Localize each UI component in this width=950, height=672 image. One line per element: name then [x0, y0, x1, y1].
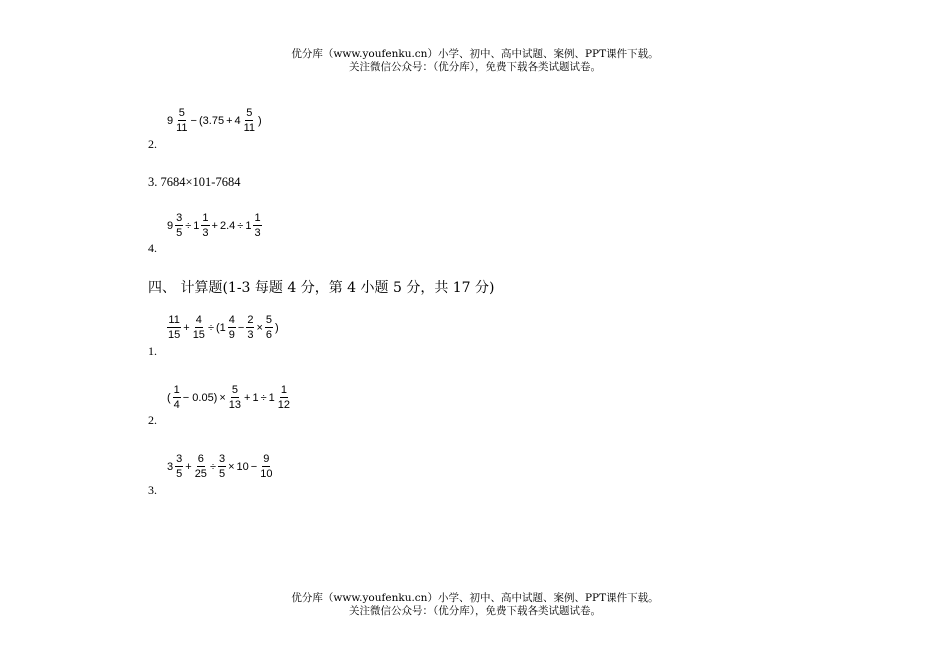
operator: ÷ — [207, 321, 214, 334]
footer-line-1: 优分库（www.youfenku.cn）小学、初中、高中试题、案例、PPT课件下载。 — [291, 592, 659, 604]
fraction — [277, 383, 291, 412]
page-header — [0, 48, 950, 74]
fraction — [175, 211, 183, 240]
fraction — [173, 383, 181, 412]
footer-line-2: 关注微信公众号：（优分库），免费下载各类试题试卷。 — [349, 605, 601, 617]
operand: 2.4 — [219, 219, 236, 232]
operator: ÷ — [185, 219, 192, 232]
whole-number: 9 — [167, 219, 174, 232]
numerator: 5 — [178, 107, 185, 119]
denominator: 6 — [265, 329, 273, 341]
question-number: 1. — [148, 344, 157, 358]
numerator: 2 — [247, 314, 254, 326]
denominator: 12 — [277, 399, 291, 411]
fraction — [243, 106, 256, 135]
denominator: 10 — [260, 468, 273, 480]
fraction — [218, 452, 226, 481]
denominator: 9 — [228, 329, 235, 341]
operand: (1 — [215, 321, 226, 334]
expression-p4-q3 — [166, 452, 274, 481]
fraction — [246, 313, 254, 342]
operator: + — [226, 114, 233, 127]
whole-number: 4 — [234, 114, 241, 127]
expression-p4-q1 — [166, 313, 280, 342]
whole-number: 3 — [167, 460, 174, 473]
fraction — [175, 106, 188, 135]
operator: + — [185, 460, 192, 473]
paren-close: ) — [275, 321, 279, 334]
operator: + — [211, 219, 218, 232]
numerator: 6 — [197, 453, 204, 465]
numerator: 3 — [176, 453, 183, 465]
whole-number: 1 — [193, 219, 200, 232]
operator: + — [244, 391, 251, 404]
denominator: 15 — [192, 329, 205, 341]
fraction — [259, 452, 273, 481]
question-number: 4. — [148, 241, 157, 255]
header-line-1: 优分库（www.youfenku.cn）小学、初中、高中试题、案例、PPT课件下载。 — [291, 48, 659, 60]
operator: ÷ — [237, 219, 244, 232]
numerator: 3 — [176, 212, 183, 224]
numerator: 1 — [254, 212, 261, 224]
denominator: 11 — [176, 122, 188, 134]
paren-close: ) — [258, 114, 262, 127]
operand: 1 — [252, 391, 259, 404]
operator: × — [256, 321, 263, 334]
numerator: 1 — [280, 384, 287, 396]
denominator: 15 — [168, 329, 181, 341]
operand: 10 — [236, 460, 249, 473]
operator: × — [228, 460, 235, 473]
section-title: 四、 计算题(1-3 每题 4 分，第 4 小题 5 分，共 17 分) — [148, 280, 495, 296]
numerator: 5 — [265, 314, 273, 326]
fraction — [192, 313, 206, 342]
numerator: 3 — [218, 453, 226, 465]
fraction — [167, 313, 181, 342]
denominator: 25 — [194, 468, 207, 480]
whole-number: 1 — [245, 219, 252, 232]
fraction — [265, 313, 273, 342]
numerator: 11 — [168, 314, 180, 326]
fraction — [228, 383, 242, 412]
denominator: 4 — [173, 399, 180, 411]
operand: (3.75 — [198, 114, 225, 127]
numerator: 4 — [195, 314, 202, 326]
operator: − — [250, 460, 258, 473]
fraction — [228, 313, 236, 342]
operator: + — [183, 321, 190, 334]
denominator: 3 — [247, 329, 254, 341]
fraction — [175, 452, 183, 481]
denominator: 11 — [243, 122, 256, 134]
denominator: 5 — [176, 468, 183, 480]
question-number: 2. — [148, 413, 157, 427]
page-footer — [0, 592, 950, 618]
numerator: 1 — [202, 212, 209, 224]
operator: − — [237, 321, 245, 334]
operator: − — [190, 114, 197, 127]
header-line-2: 关注微信公众号：（优分库），免费下载各类试题试卷。 — [349, 61, 601, 73]
question-number: 2. — [148, 137, 157, 151]
whole-number: 1 — [268, 391, 275, 404]
numerator: 4 — [228, 314, 235, 326]
numerator: 9 — [263, 453, 270, 465]
fraction — [253, 211, 261, 240]
question-p3-q3: 3. 7684×101-7684 — [148, 175, 241, 189]
numerator: 5 — [231, 384, 238, 396]
question-number: 3. — [148, 483, 157, 497]
expression-p3-q4 — [166, 211, 263, 240]
operand: − 0.05) — [182, 391, 218, 404]
denominator: 13 — [228, 399, 242, 411]
denominator: 5 — [218, 468, 226, 480]
numerator: 5 — [246, 107, 253, 119]
numerator: 1 — [173, 384, 180, 396]
expression-p4-q2 — [166, 383, 292, 412]
denominator: 3 — [202, 227, 209, 239]
fraction — [194, 452, 208, 481]
denominator: 3 — [254, 227, 261, 239]
operator: ÷ — [260, 391, 267, 404]
operator: × — [219, 391, 226, 404]
whole-number: 9 — [167, 114, 174, 127]
paren-open: ( — [167, 391, 171, 404]
fraction — [201, 211, 209, 240]
expression-p3-q2 — [166, 106, 263, 135]
operator: ÷ — [209, 460, 216, 473]
denominator: 5 — [176, 227, 183, 239]
